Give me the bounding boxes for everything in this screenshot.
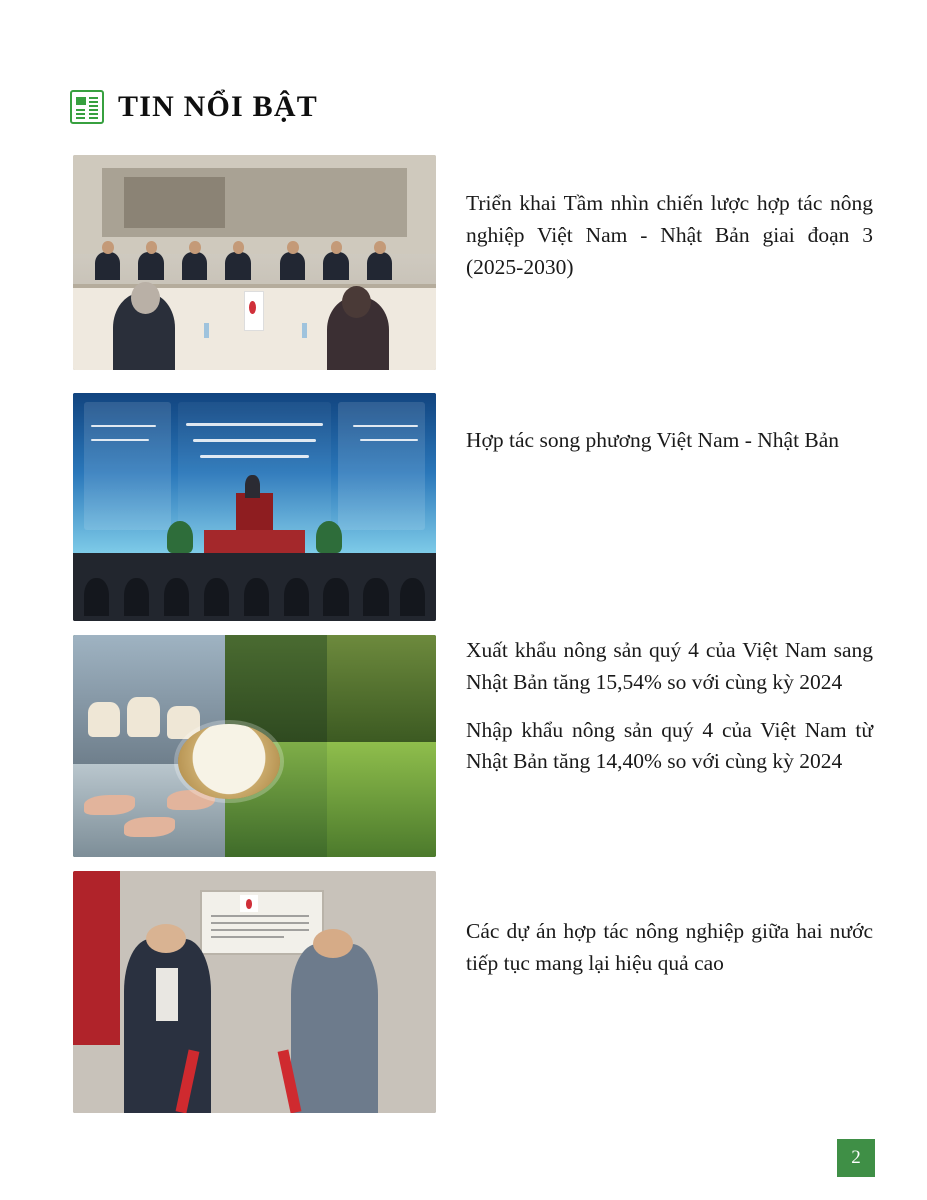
news-paragraph: Hợp tác song phương Việt Nam - Nhật Bản	[466, 428, 840, 452]
news-text	[466, 635, 873, 778]
forum-stage-photo	[73, 393, 436, 621]
news-text	[466, 916, 873, 980]
news-paragraph: Triển khai Tầm nhìn chiến lược hợp tác nông nghiệp Việt Nam - Nhật Bản giai đoạn 3 (2025-2030)	[466, 191, 873, 279]
agriculture-collage-photo	[73, 635, 436, 857]
news-paragraph: Các dự án hợp tác nông nghiệp giữa hai nước tiếp tục mang lại hiệu quả cao	[466, 919, 873, 975]
news-text	[466, 188, 873, 283]
page-title: TIN NỔI BẬT	[118, 90, 318, 123]
page-number-badge	[837, 1139, 875, 1177]
news-thumbnail[interactable]	[73, 871, 436, 1113]
newspaper-icon	[70, 90, 104, 124]
news-text	[466, 425, 873, 457]
meeting-room-photo	[73, 155, 436, 370]
news-thumbnail[interactable]	[73, 155, 436, 370]
page-number: 2	[851, 1147, 861, 1168]
news-thumbnail[interactable]	[73, 635, 436, 857]
plaque-ceremony-photo	[73, 871, 436, 1113]
news-thumbnail[interactable]	[73, 393, 436, 621]
news-paragraph: Xuất khẩu nông sản quý 4 của Việt Nam sang Nhật Bản tăng 15,54% so với cùng kỳ 2024	[466, 638, 873, 694]
section-header	[70, 90, 318, 124]
news-paragraph: Nhập khẩu nông sản quý 4 của Việt Nam từ Nhật Bản tăng 14,40% so với cùng kỳ 2024	[466, 717, 873, 774]
